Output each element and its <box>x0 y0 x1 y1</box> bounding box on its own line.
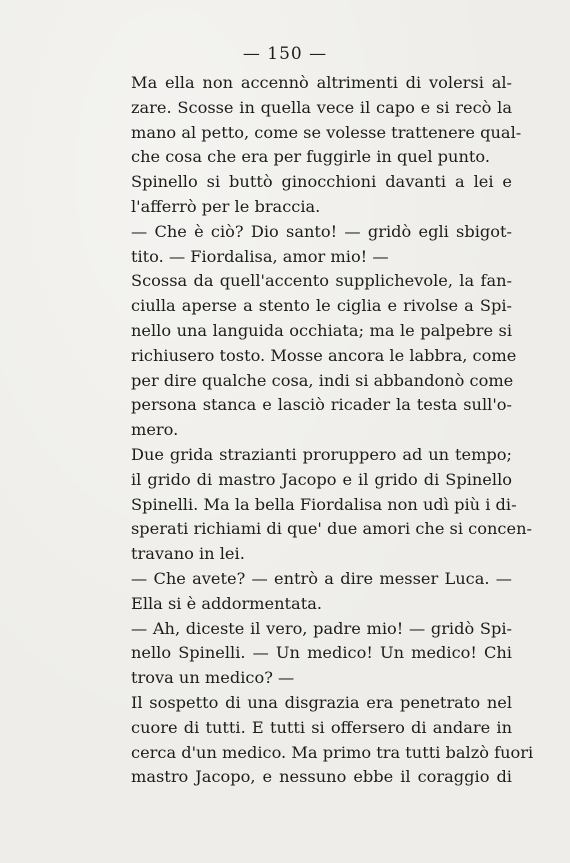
text-line: Spinelli. Ma la bella Fiordalisa non udì più i di- <box>131 494 517 514</box>
text-line: mastro Jacopo, e nessuno ebbe il coraggio di <box>131 767 512 787</box>
text-line: mano al petto, come se volesse trattenere qual- <box>131 122 522 142</box>
text-line: tito. — Fiordalisa, amor mio! — <box>131 246 389 266</box>
text-line: l'afferrò per le braccia. <box>131 196 321 216</box>
text-line: per dire qualche cosa, indi si abbandonò come <box>131 370 514 390</box>
text-line: Spinello si buttò ginocchioni davanti a lei e <box>131 172 512 192</box>
text-line: travano in lei. <box>131 544 245 564</box>
text-line: cuore di tutti. E tutti si offersero di andare in <box>131 717 512 737</box>
text-line: persona stanca e lasciò ricader la testa sull'o- <box>131 395 512 415</box>
body-text <box>131 71 534 790</box>
text-line: Scossa da quell'accento supplichevole, la fan- <box>131 271 512 291</box>
text-line: sperati richiami di que' due amori che si concen- <box>131 519 532 539</box>
text-line: che cosa che era per fuggirle in quel punto. <box>131 147 491 167</box>
page-number: — 150 — <box>242 44 328 64</box>
text-line: zare. Scosse in quella vece il capo e si recò la <box>131 97 512 117</box>
text-line: ciulla aperse a stento le ciglia e rivolse a Spi- <box>131 296 512 316</box>
text-line: — Ah, diceste il vero, padre mio! — gridò Spi- <box>131 618 512 638</box>
text-line: richiusero tosto. Mosse ancora le labbra, come <box>131 345 517 365</box>
text-line: mero. <box>131 420 179 440</box>
text-line: Il sospetto di una disgrazia era penetrato nel <box>131 692 512 712</box>
text-line: trova un medico? — <box>131 668 295 688</box>
text-line: il grido di mastro Jacopo e il grido di Spinello <box>131 469 512 489</box>
text-line: Ma ella non accennò altrimenti di volersi al- <box>131 73 512 92</box>
text-line: cerca d'un medico. Ma primo tra tutti balzò fuori <box>131 742 534 762</box>
text-line: Due grida strazianti proruppero ad un tempo; <box>131 444 512 464</box>
text-line: nello una languida occhiata; ma le palpebre si <box>131 320 512 340</box>
text-line: — Che avete? — entrò a dire messer Luca. — <box>131 568 512 588</box>
text-line: — Che è ciò? Dio santo! — gridò egli sbigot- <box>131 221 512 241</box>
text-line: Ella si è addormentata. <box>131 593 322 613</box>
text-line: nello Spinelli. — Un medico! Un medico! Chi <box>131 643 512 663</box>
